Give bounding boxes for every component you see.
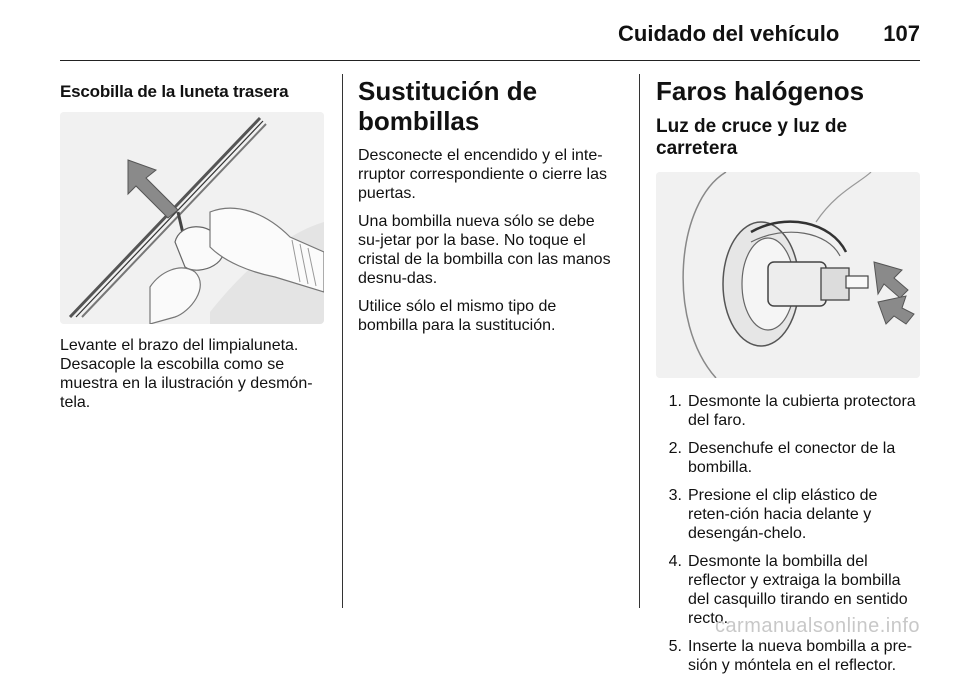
list-item: 3. Presione el clip elástico de reten-ción hacia delante y desengán-chelo. [668, 487, 878, 542]
halogen-heading: Faros halógenos [656, 76, 865, 106]
rear-wiper-heading: Escobilla de la luneta trasera [60, 82, 289, 101]
rear-wiper-illustration [60, 112, 324, 324]
page-header [60, 14, 920, 54]
list-item: 4. Desmonte la bombilla del reflector y extraiga la bombilla del casquillo tirando en sentido recto. [668, 553, 908, 627]
halogen-bulb-illustration [656, 172, 920, 378]
bulb-replacement-heading: Sustitución de bombillas [358, 76, 538, 136]
section-title: Cuidado del vehículo [618, 21, 840, 46]
column-rear-wiper [60, 76, 328, 421]
list-item: 2. Desenchufe el conector de la bombilla. [668, 440, 896, 476]
page-number: 107 [883, 21, 920, 46]
bulb-paragraph-2: Una bombilla nueva sólo se debe su-jetar por la base. No toque el cristal de la bombilla con las manos desnu-das. [358, 213, 611, 287]
column-divider-2 [639, 74, 640, 608]
list-item: 1. Desmonte la cubierta protectora del faro. [668, 393, 916, 429]
rear-wiper-illustration-icon [60, 112, 324, 324]
halogen-bulb-illustration-icon [656, 172, 920, 378]
bulb-paragraph-3: Utilice sólo el mismo tipo de bombilla para la sustitución. [358, 298, 557, 334]
column-bulb-replacement [358, 76, 620, 344]
header-rule [60, 60, 920, 61]
list-item: 5. Inserte la nueva bombilla a pre-sión y móntela en el reflector. [668, 638, 913, 674]
halogen-subheading: Luz de cruce y luz de carretera [656, 116, 848, 159]
rear-wiper-paragraph: Levante el brazo del limpialuneta. Desacople la escobilla como se muestra en la ilustración y desmón-tela. [60, 337, 313, 411]
bulb-paragraph-1: Desconecte el encendido y el inte-rruptor correspondiente o cierre las puertas. [358, 147, 608, 202]
column-halogen [656, 76, 922, 684]
watermark: carmanualsonline.info [714, 615, 920, 637]
column-divider-1 [342, 74, 343, 608]
